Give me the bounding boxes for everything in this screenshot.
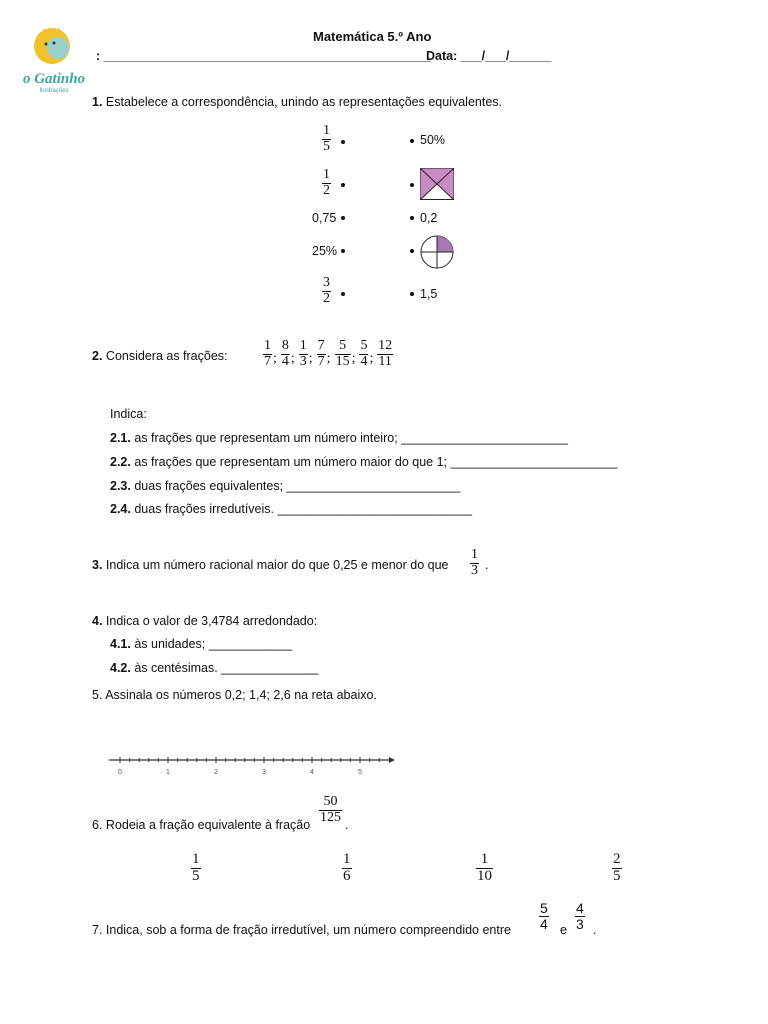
q2-item-2[interactable]: 2.2. as frações que representam um número maior do que 1; ________________________ <box>110 455 618 469</box>
q1-right-dot-4[interactable] <box>410 249 414 253</box>
q1-left-dot-5[interactable] <box>341 292 345 296</box>
q7-frac-b: $\frac{4}{3}$ <box>576 900 584 932</box>
q2-indica: Indica: <box>110 407 147 421</box>
q1-left-frac-2: $\frac{1}{2}$ <box>323 167 330 198</box>
question-4-text: Indica o valor de 3,4784 arredondado: <box>105 614 318 628</box>
q6-option-3[interactable]: $\frac{1}{10}$ <box>477 851 492 884</box>
question-6: 6. Rodeia a fração equivalente à fração <box>92 818 311 832</box>
q6-option-4[interactable]: $\frac{2}{5}$ <box>613 851 621 884</box>
q4-item-2[interactable]: 4.2. às centésimas. ______________ <box>110 661 319 675</box>
question-2: 2. Considera as frações: <box>92 349 228 363</box>
q3-end: . <box>485 558 489 572</box>
number-line-arrow <box>389 757 395 763</box>
q1-right-dot-5[interactable] <box>410 292 414 296</box>
question-5: 5. Assinala os números 0,2; 1,4; 2,6 na reta abaixo. <box>92 688 377 702</box>
q3-frac: $\frac{1}{3}$ <box>471 547 478 578</box>
q2-item-1[interactable]: 2.1. as frações que representam um número inteiro; ________________________ <box>110 431 568 445</box>
q2-item-4[interactable]: 2.4. duas frações irredutíveis. ____________________________ <box>110 502 473 516</box>
number-line-tick-label: 5 <box>358 769 362 776</box>
q1-right-text-5: 1,5 <box>420 287 438 301</box>
q2-item-3[interactable]: 2.3. duas frações equivalentes; _________________________ <box>110 479 461 493</box>
number-line[interactable] <box>105 752 395 778</box>
question-1-text: Estabelece a correspondência, unindo as representações equivalentes. <box>105 95 503 109</box>
question-3-text: Indica um número racional maior do que 0,25 e menor do que <box>105 558 449 572</box>
logo-tagline: Ilustrações <box>39 88 69 94</box>
number-line-tick-label: 1 <box>166 769 170 776</box>
circle-quarter-icon <box>420 235 454 269</box>
question-7: 7. Indica, sob a forma de fração irredutível, um número compreendido entre <box>92 923 511 937</box>
page-title: Matemática 5.º Ano <box>313 29 432 44</box>
q1-left-frac-5: $\frac{3}{2}$ <box>323 275 330 306</box>
q1-right-dot-1[interactable] <box>410 139 414 143</box>
logo-name: o Gatinho <box>22 71 86 87</box>
q1-right-dot-2[interactable] <box>410 183 414 187</box>
name-label: : <box>96 49 101 63</box>
q6-frac: $\frac{50}{125}$ <box>320 794 341 825</box>
q7-end: . <box>593 923 597 937</box>
q1-right-text-3: 0,2 <box>420 211 438 225</box>
square-diagonals-icon <box>420 168 454 200</box>
q7-conj: e <box>560 923 567 937</box>
q1-left-text-4: 25% <box>312 244 338 258</box>
cat-sun-icon <box>18 24 90 70</box>
date-field[interactable] <box>426 49 551 63</box>
question-1: 1. Estabelece a correspondência, unindo as representações equivalentes. <box>92 95 503 109</box>
question-4: 4. Indica o valor de 3,4784 arredondado: <box>92 614 318 628</box>
q1-right-dot-3[interactable] <box>410 216 414 220</box>
q7-frac-a: $\frac{5}{4}$ <box>540 900 548 932</box>
question-3: 3. Indica um número racional maior do que 0,25 e menor do que <box>92 558 449 572</box>
number-line-tick-label: 3 <box>262 769 266 776</box>
name-line: _______________________________________________ <box>103 49 431 63</box>
q4-item-1[interactable]: 4.1. às unidades; ____________ <box>110 637 293 651</box>
logo <box>18 24 90 94</box>
q1-right-text-1: 50% <box>420 133 446 147</box>
q6-option-2[interactable]: $\frac{1}{6}$ <box>343 851 351 884</box>
date-label: Data: <box>426 49 458 63</box>
q1-left-dot-3[interactable] <box>341 216 345 220</box>
q1-left-text-3: 0,75 <box>312 211 337 225</box>
date-line: ___/___/______ <box>460 49 552 63</box>
q6-end: . <box>345 818 349 832</box>
q1-left-dot-1[interactable] <box>341 140 345 144</box>
name-field[interactable] <box>96 49 430 63</box>
q1-left-dot-2[interactable] <box>341 183 345 187</box>
q1-left-frac-1: $\frac{1}{5}$ <box>323 123 330 154</box>
q2-fraction-list: 1 7 ; 8 4 ; 1 3 ; 7 7 ; 5 15 ; 5 4 ; 12 11 <box>264 338 393 369</box>
number-line-tick-label: 0 <box>118 769 122 776</box>
question-2-text: Considera as frações: <box>105 349 228 363</box>
number-line-tick-label: 2 <box>214 769 218 776</box>
number-line-tick-label: 4 <box>310 769 314 776</box>
q1-left-dot-4[interactable] <box>341 249 345 253</box>
q6-option-1[interactable]: $\frac{1}{5}$ <box>192 851 200 884</box>
